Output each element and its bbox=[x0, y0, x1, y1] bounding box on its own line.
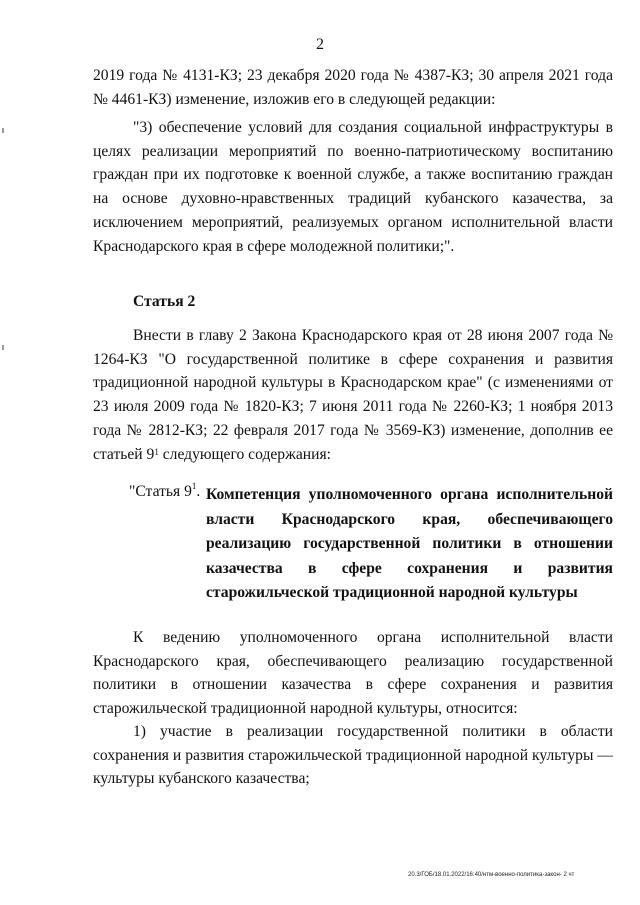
paragraph-continuation: 2019 года № 4131-КЗ; 23 декабря 2020 года № 4387-КЗ; 30 апреля 2021 года № 4461-КЗ) изменение, изложив его в следующей редакции: bbox=[93, 67, 613, 108]
paragraph-article-2 bbox=[93, 324, 613, 466]
paragraph-text: Внести в главу 2 Закона Краснодарского края от 28 июня 2007 года № 1264-КЗ "О государственной политике в сфере сохранения и развития традиционной народной культуры в Краснодарском крае" (с изменениями от 23 июля 2009 года № 1820-КЗ; 7 июня 2011 года № 2260-КЗ; 1 ноября 2013 года № 2812-КЗ; 22 февраля 2017 года № 3569-КЗ) изменение, дополнив ее статьей 9 bbox=[93, 327, 613, 463]
superscript: 1 bbox=[154, 446, 159, 457]
paragraph-competence: К ведению уполномоченного органа исполнительной власти Краснодарского края, обеспечивающего реализацию государственной политики в отношении казачества в сфере сохранения и развития старожильческой традиционной народной культуры, относится: bbox=[93, 629, 613, 718]
page-number: 2 bbox=[316, 36, 324, 53]
footer-meta: 20.3/ГОБ/18.01.2022/16:40/нтм-военно-политика-закон- 2 чт bbox=[408, 872, 575, 878]
label-text: "Статья 9 bbox=[129, 483, 192, 500]
paragraph-quote: "3) обеспечение условий для создания социальной инфраструктуры в целях реализации мероприятий по военно-патриотическому воспитанию граждан при их подготовке к военной службе, а также воспитанию граждан на основе духовно-нравственных традиций кубанского казачества, за исключением мероприятий, реализуемых органом исполнительной власти Краснодарского края в сфере молодежной политики;". bbox=[93, 119, 613, 255]
paragraph-item-1: 1) участие в реализации государственной политики в области сохранения и развития старожильческой традиционной народной культуры — культуры кубанского казачества; bbox=[93, 723, 613, 788]
label-dot: . bbox=[196, 483, 201, 500]
article-9-1-label bbox=[129, 483, 200, 501]
article-2-heading: Статья 2 bbox=[133, 293, 196, 310]
scan-mark bbox=[2, 345, 4, 350]
paragraph-text-end: следующего содержания: bbox=[158, 445, 331, 463]
scan-mark bbox=[2, 128, 4, 133]
superscript: 1 bbox=[191, 481, 197, 491]
article-9-1-title: Компетенция уполномоченного органа исполнительной власти Краснодарского края, обеспечивающего реализацию государственной политики в отношении казачества в сфере сохранения и развития старожильческой традиционной народной культуры bbox=[206, 486, 613, 601]
